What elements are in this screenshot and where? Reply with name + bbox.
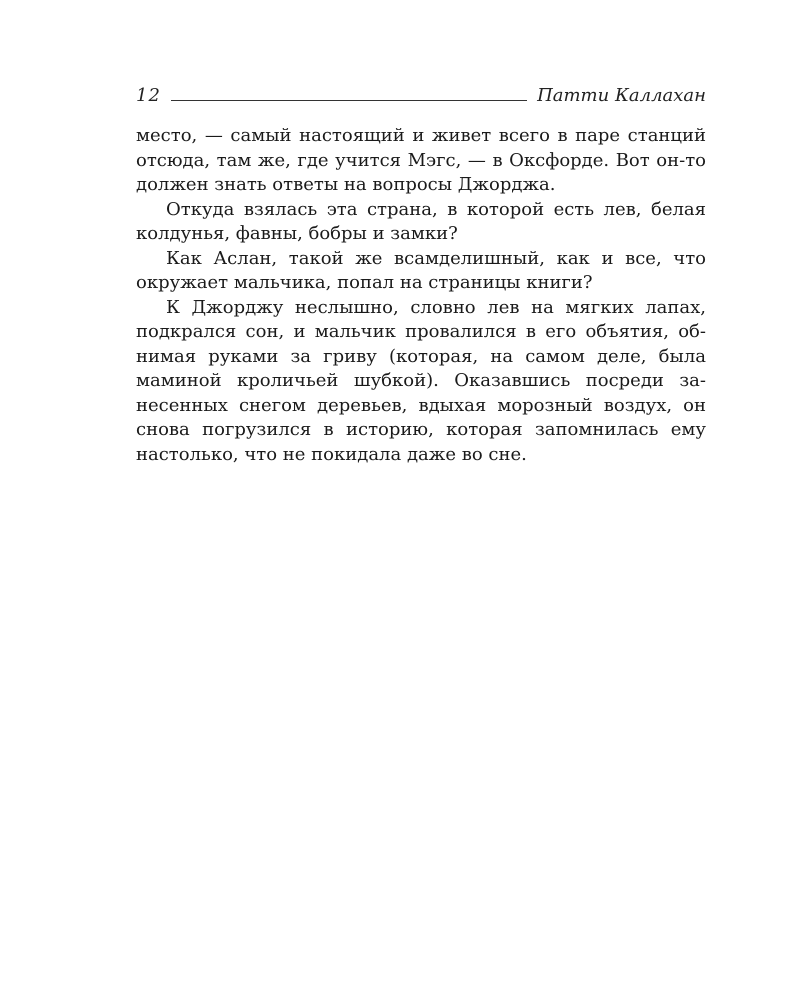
paragraph: Как Аслан, такой же всамделишный, как и все, что окружает мальчика, попал на страницы книги? xyxy=(136,247,706,293)
paragraph: К Джорджу неслышно, словно лев на мягких лапах, подкрался сон, и мальчик провалился в его объятия, обнимая руками за гриву (которая, на самом деле, была маминой кроличьей шубкой). Оказавшись посреди занесенных снегом деревьев, вдыхая морозный воздух, он снова погрузился в историю, которая запомнилась ему настолько, что не покидала даже во сне. xyxy=(136,296,706,465)
body-text xyxy=(136,124,706,467)
page-number: 12 xyxy=(136,85,161,106)
paragraph: Откуда взялась эта страна, в которой есть лев, белая колдунья, фавны, бобры и замки? xyxy=(136,198,706,244)
paragraph-continuation: место, — самый настоящий и живет всего в паре станций отсюда, там же, где учится Мэгс, — в Оксфорде. Вот он-то должен знать ответы на вопросы Джорджа. xyxy=(136,125,706,195)
running-header xyxy=(136,80,706,106)
header-rule xyxy=(171,100,527,101)
author-name: Патти Каллахан xyxy=(537,85,706,106)
book-page xyxy=(136,80,706,467)
